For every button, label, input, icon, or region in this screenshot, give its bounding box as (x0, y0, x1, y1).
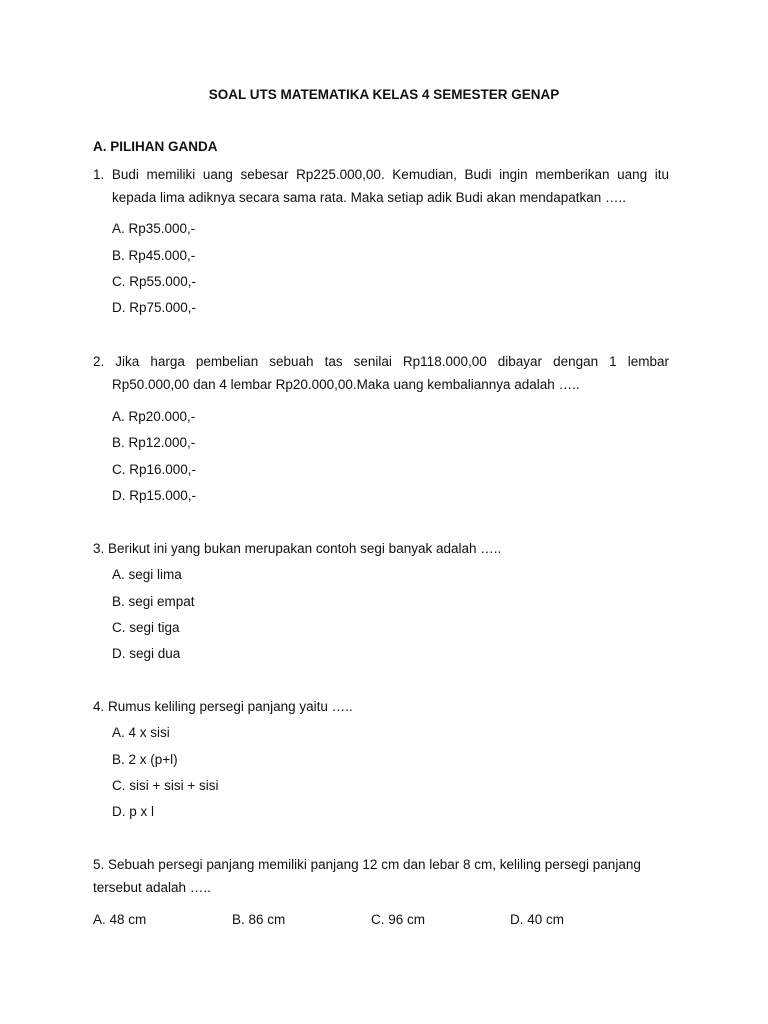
question-5-line-1: 5. Sebuah persegi panjang memiliki panjang 12 cm dan lebar 8 cm, keliling persegi panjang (93, 857, 641, 872)
question-1-option-c: C. Rp55.000,- (112, 274, 197, 289)
question-3-option-d: D. segi dua (112, 646, 181, 661)
question-2-option-c: C. Rp16.000,- (112, 462, 197, 477)
question-5-line-2: tersebut adalah ….. (93, 880, 211, 895)
question-3: 3. Berikut ini yang bukan merupakan contoh segi banyak adalah ….. (93, 541, 502, 556)
question-2 (93, 350, 669, 396)
question-2-line-2: Rp50.000,00 dan 4 lembar Rp20.000,00.Maka uang kembaliannya adalah ….. (112, 377, 580, 392)
question-4-option-c: C. sisi + sisi + sisi (112, 778, 219, 793)
question-1-option-b: B. Rp45.000,- (112, 248, 196, 263)
question-4-option-a: A. 4 x sisi (112, 725, 170, 740)
question-5-option-a: A. 48 cm (93, 912, 147, 927)
question-5-option-b: B. 86 cm (232, 912, 286, 927)
question-5-option-c: C. 96 cm (371, 912, 426, 927)
question-4: 4. Rumus keliling persegi panjang yaitu ….. (93, 699, 353, 714)
question-3-option-b: B. segi empat (112, 594, 195, 609)
question-1-option-a: A. Rp35.000,- (112, 221, 196, 236)
question-2-line-1: 2. Jika harga pembelian sebuah tas senilai Rp118.000,00 dibayar dengan 1 lembar (93, 354, 669, 369)
section-heading: A. PILIHAN GANDA (93, 139, 218, 154)
question-1-line-2: kepada lima adiknya secara sama rata. Maka setiap adik Budi akan mendapatkan ….. (112, 190, 627, 205)
question-5-option-d: D. 40 cm (510, 912, 565, 927)
question-2-option-a: A. Rp20.000,- (112, 409, 196, 424)
question-2-option-b: B. Rp12.000,- (112, 435, 196, 450)
question-4-option-d: D. p x l (112, 804, 155, 819)
question-1 (93, 163, 669, 209)
question-1-option-d: D. Rp75.000,- (112, 300, 197, 315)
question-3-option-a: A. segi lima (112, 567, 182, 582)
question-3-option-c: C. segi tiga (112, 620, 180, 635)
question-1-line-1: 1. Budi memiliki uang sebesar Rp225.000,00. Kemudian, Budi ingin memberikan uang itu (93, 167, 669, 182)
page-title: SOAL UTS MATEMATIKA KELAS 4 SEMESTER GENAP (208, 87, 560, 102)
question-4-option-b: B. 2 x (p+l) (112, 752, 178, 767)
question-2-option-d: D. Rp15.000,- (112, 488, 197, 503)
